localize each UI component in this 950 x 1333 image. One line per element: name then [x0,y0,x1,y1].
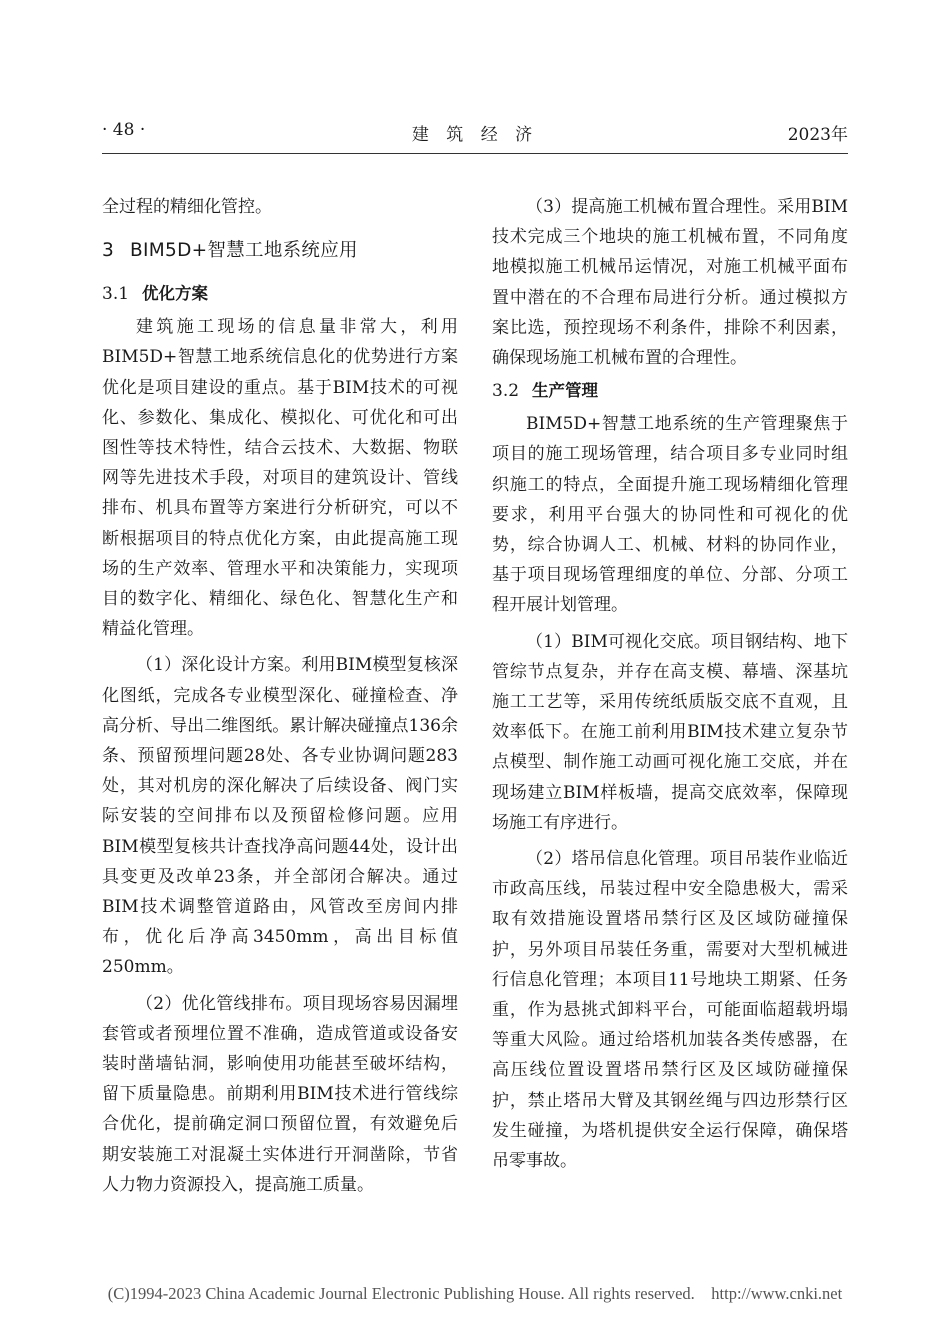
journal-title: 建 筑 经 济 [411,125,539,145]
subsection-title: 优化方案 [142,284,208,304]
list-item: （1）深化设计方案。利用BIM模型复核深化图纸，完成各专业模型深化、碰撞检查、净高分析、导出二维图纸。累计解决碰撞点136余条、预留预埋问题28处、各专业协调问题283处，其对机房的深化解决了后续设备、阀门实际安装的空间排布以及预留检修问题。应用BIM模型复核共计查找净高问题44处，设计出具变更及改单23条，并全部闭合解决。通过BIM技术调整管道路由，风管改至房间内排布，优化后净高3450mm，高出目标值250mm。 [102,655,458,978]
left-column [102,192,458,1200]
section-number: 3 [102,240,115,262]
copyright-text: (C)1994-2023 China Academic Journal Electronic Publishing House. All rights reserved. [107,1284,695,1303]
continuation-text: 全过程的精细化管控。 [102,197,272,217]
list-item: （3）提高施工机械布置合理性。采用BIM技术完成三个地块的施工机械布置，不同角度地模拟施工机械吊运情况，对施工机械平面布置中潜在的不合理布局进行分析。通过模拟方案比选，预控现场不利条件，排除不利因素，确保现场施工机械布置的合理性。 [492,197,848,369]
subsection-title: 生产管理 [532,381,598,401]
section-3-2-heading [492,377,848,405]
subsection-number: 3.1 [102,284,130,305]
section-3-1-heading [102,280,458,308]
section-3-heading [102,237,458,265]
list-item: （2）塔吊信息化管理。项目吊装作业临近市政高压线，吊装过程中安全隐患极大，需采取有效措施设置塔吊禁行区及区域防碰撞保护，另外项目吊装任务重，需要对大型机械进行信息化管理；本项目11号地块工期紧、任务重，作为悬挑式卸料平台，可能面临超载坍塌等重大风险。通过给塔机加装各类传感器，在高压线位置设置塔吊禁行区及区域防碰撞保护，禁止塔吊大臂及其钢丝绳与四边形禁行区发生碰撞，为塔机提供安全运行保障，确保塔吊零事故。 [492,849,848,1172]
issue-year: 2023年 [787,125,848,145]
header-rule [102,153,848,154]
list-item: （1）BIM可视化交底。项目钢结构、地下管综节点复杂，并存在高支模、幕墙、深基坑施工工艺等，采用传统纸质版交底不直观，且效率低下。在施工前利用BIM技术建立复杂节点模型、制作施工动画可视化施工交底，并在现场建立BIM样板墙，提高交底效率，保障现场施工有序进行。 [492,631,848,833]
footer-url: http://www.cnki.net [711,1284,843,1303]
running-header [102,120,848,150]
paragraph: 建筑施工现场的信息量非常大，利用BIM5D+智慧工地系统信息化的优势进行方案优化是项目建设的重点。基于BIM技术的可视化、参数化、集成化、模拟化、可优化和可出图性等技术特性，结合云技术、大数据、物联网等先进技术手段，对项目的建筑设计、管线排布、机具布置等方案进行分析研究，可以不断根据项目的特点优化方案，由此提高施工现场的生产效率、管理水平和决策能力，实现项目的数字化、精细化、绿色化、智慧化生产和精益化管理。 [102,317,458,640]
list-item: （2）优化管线排布。项目现场容易因漏埋套管或者预埋位置不准确，造成管道或设备安装时凿墙钻洞，影响使用功能甚至破坏结构，留下质量隐患。前期利用BIM技术进行管线综合优化，提前确定洞口预留位置，有效避免后期安装施工对混凝土实体进行开洞凿除，节省人力物力资源投入，提高施工质量。 [102,993,458,1195]
paragraph: BIM5D+智慧工地系统的生产管理聚焦于项目的施工现场管理，结合项目多专业同时组织施工的特点，全面提升施工现场精细化管理要求，利用平台强大的协同性和可视化的优势，综合协调人工、机械、材料的协同作业，基于项目现场管理细度的单位、分部、分项工程开展计划管理。 [492,414,848,616]
right-column [492,192,848,1176]
page-number: · 48 · [102,120,146,140]
section-title: BIM5D+智慧工地系统应用 [130,240,358,262]
copyright-footer [0,1284,950,1304]
subsection-number: 3.2 [492,381,520,402]
